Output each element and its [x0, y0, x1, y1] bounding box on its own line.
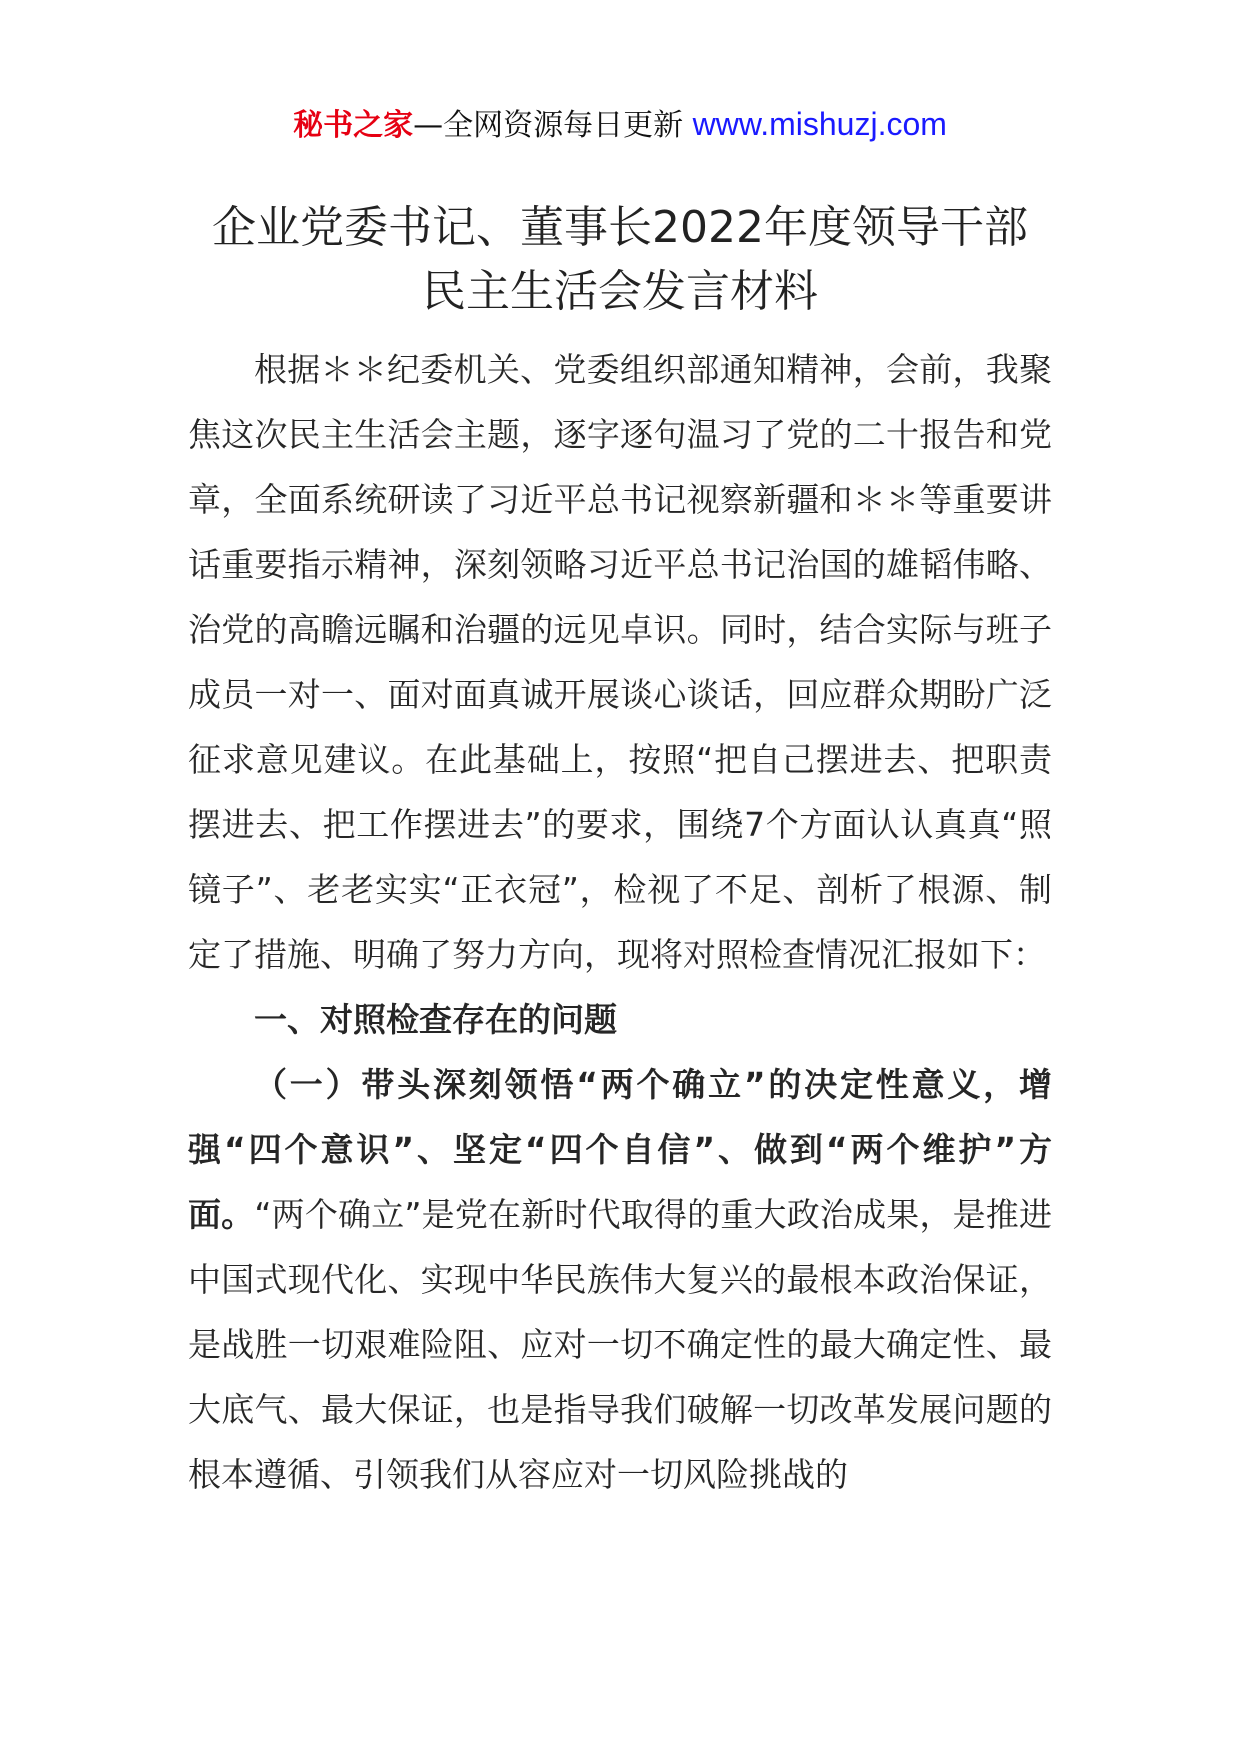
subsection-text: “两个确立”是党在新时代取得的重大政治成果，是推进中国式现代化、实现中华民族伟大复兴的最根本政治保证，是战胜一切艰难险阻、应对一切不确定性的最大确定性、最大底气、最大保证，也是指导我们破解一切改革发展问题的根本遵循、引领我们从容应对一切风险挑战的 — [188, 1195, 1052, 1494]
brand-name: 秘书之家 — [293, 108, 414, 143]
document-body — [188, 337, 1052, 1507]
site-header — [0, 102, 1240, 148]
subsection-heading: （一）带头深刻领悟“两个确立”的决定性意义，增强“四个意识”、坚定“四个自信”、做到“两个维护”方面。 — [188, 1065, 1052, 1234]
section-heading: 一、对照检查存在的问题 — [254, 1000, 617, 1039]
site-url[interactable]: www.mishuzj.com — [692, 106, 947, 142]
intro-paragraph: 根据＊＊纪委机关、党委组织部通知精神，会前，我聚焦这次民主生活会主题，逐字逐句温习了党的二十报告和党章，全面系统研读了习近平总书记视察新疆和＊＊等重要讲话重要指示精神，深刻领略习近平总书记治国的雄韬伟略、治党的高瞻远瞩和治疆的远见卓识。同时，结合实际与班子成员一对一、面对面真诚开展谈心谈话，回应群众期盼广泛征求意见建议。在此基础上，按照“把自己摆进去、把职责摆进去、把工作摆进去”的要求，围绕7个方面认认真真“照镜子”、老老实实“正衣冠”，检视了不足、剖析了根源、制定了措施、明确了努力方向，现将对照检查情况汇报如下： — [188, 350, 1052, 974]
document-title — [150, 196, 1090, 324]
site-tagline: —全网资源每日更新 — [413, 108, 693, 143]
title-line-2: 民主生活会发言材料 — [422, 266, 818, 317]
subsection-paragraph — [188, 1052, 1052, 1507]
title-line-1: 企业党委书记、董事长2022年度领导干部 — [212, 202, 1028, 253]
